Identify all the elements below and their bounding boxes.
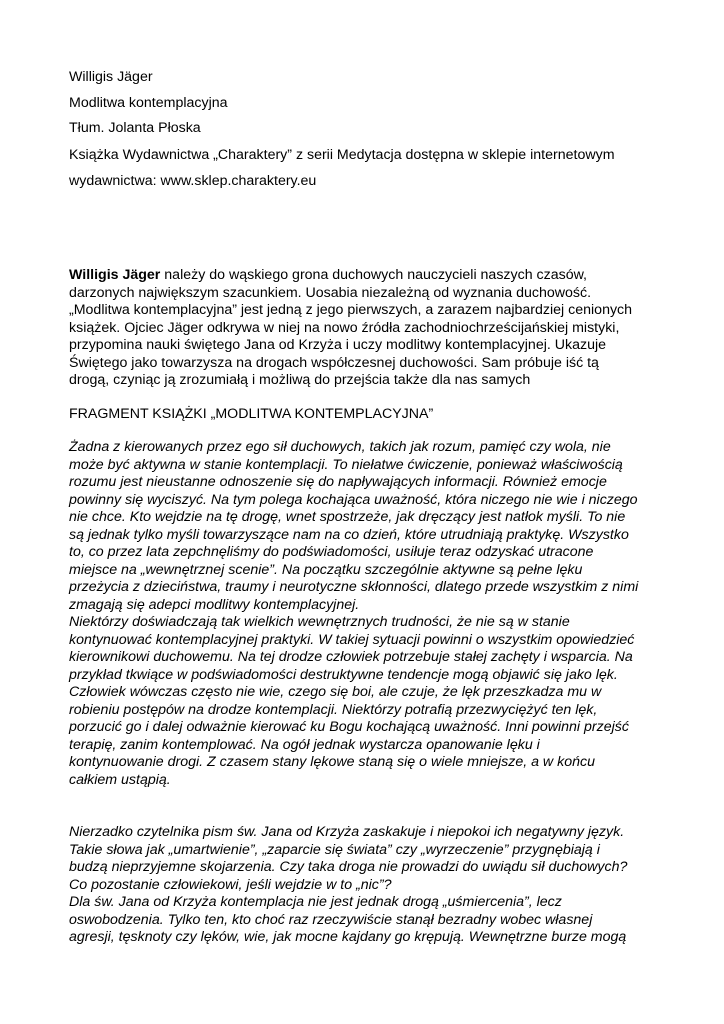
fragment-line: Żadna z kierowanych przez ego sił duchowych, takich jak rozum, pamięć czy wola, nie [69, 439, 611, 455]
fragment-paragraph-1 [69, 439, 669, 789]
intro-line: Świętego jako towarzysza na drogach współczesnej duchowości. Sam próbuje iść tą [69, 354, 599, 371]
author-line: Willigis Jäger [69, 69, 153, 85]
fragment-line: budzą nieprzyjemne skojarzenia. Czy taka droga nie prowadzi do uwiądu sił duchowych? [69, 859, 628, 875]
fragment-line: są jednak tylko myśli towarzyszące nam na co dzień, które utrudniają praktykę. Wszystko [69, 526, 629, 543]
fragment-line: terapię, zanim kontemplować. Na ogół jednak wystarcza opanowanie lęku i [69, 736, 540, 753]
fragment-line: kontynuowanie drogi. Z czasem stany lękowe staną się o wiele mniejsze, a w końcu [69, 754, 595, 770]
fragment-line: robieniu postępów na drodze kontemplacji. Niektórzy potrafią przezwyciężyć ten lęk, [69, 701, 598, 718]
fragment-line: Niektórzy doświadczają tak wielkich wewnętrznych trudności, że nie są w stanie [69, 614, 570, 630]
intro-line: darzonych największym szacunkiem. Uosabia niezależną od wyznania duchowość. [69, 284, 592, 301]
fragment-line: kontynuować kontemplacyjnej praktyki. W takiej sytuacji powinni o wszystkim opowiedzieć [69, 631, 635, 648]
fragment-line: może być aktywna w stanie kontemplacji. To niełatwe ćwiczenie, ponieważ właściwością [69, 456, 623, 473]
intro-first-line-text: należy do wąskiego grona duchowych nauczycieli naszych czasów, [160, 267, 587, 283]
fragment-heading: FRAGMENT KSIĄŻKI „MODLITWA KONTEMPLACYJNA” [69, 406, 434, 422]
intro-line: „Modlitwa kontemplacyjna” jest jedną z jego pierwszych, a zarazem najbardziej cenionych [69, 302, 633, 318]
intro-first-line [69, 267, 669, 285]
fragment-line: rozumu jest nieustanne odnoszenie się do napływających informacji. Również emocje [69, 474, 607, 490]
intro-paragraph [69, 267, 669, 390]
intro-author-name: Willigis Jäger [69, 267, 161, 283]
fragment-line: Człowiek wówczas często nie wie, czego się boi, ale czuje, że lęk przeszkadza mu w [69, 684, 602, 700]
fragment-line: Co pozostanie człowiekowi, jeśli wejdzie w to „nic”? [69, 876, 392, 893]
publisher-line: Książka Wydawnictwa „Charaktery” z serii Medytacja dostępna w sklepie internetowym [69, 147, 615, 163]
fragment-line: całkiem ustąpią. [69, 771, 171, 788]
fragment-line: to, co przez lata zepchnęliśmy do podświadomości, usiłuje teraz odzyskać utracone [69, 544, 594, 560]
fragment-line: przeżycia z dzieciństwa, traumy i neurotyczne skłonności, dlatego przede wszystkim z nimi [69, 579, 639, 595]
intro-line: przypomina nauki świętego Jana od Krzyża i uczy modlitwy kontemplacyjnej. Ukazuje [69, 337, 607, 353]
fragment-line: oswobodzenia. Tylko ten, kto choć raz rzeczywiście stanął bezradny wobec własnej [69, 911, 593, 928]
fragment-line: zmagają się adepci modlitwy kontemplacyjnej. [69, 596, 360, 613]
fragment-line: miejsce na „wewnętrznej scenie”. Na początku szczególnie aktywne są pełne lęku [69, 561, 583, 578]
publisher-url-line: wydawnictwa: www.sklep.charaktery.eu [69, 173, 317, 189]
intro-line: książek. Ojciec Jäger odkrywa w niej na nowo źródła zachodniochrześcijańskiej mistyki, [69, 319, 620, 336]
fragment-line: nie chce. Kto wejdzie na tę drogę, wnet spostrzeże, jak dręczący jest natłok myśli. To nie [69, 509, 626, 525]
fragment-line: Takie słowa jak „umartwienie”, „zaparcie się świata” czy „wyrzeczenie” przygnębiają i [69, 841, 600, 858]
intro-line: drogą, czyniąc ją zrozumiałą i możliwą do przejścia także dla nas samych [69, 372, 531, 388]
fragment-line: agresji, tęsknoty czy lęków, wie, jak mocne kajdany go krępują. Wewnętrzne burze mogą [69, 929, 627, 945]
fragment-line: przykład tkwiące w podświadomości destruktywne tendencje mogą objawić się jako lęk. [69, 666, 618, 683]
fragment-line: powinny się wyciszyć. Na tym polega kochająca uważność, która niczego nie wie i niczego [69, 491, 638, 508]
fragment-line: Nierzadko czytelnika pism św. Jana od Krzyża zaskakuje i niepokoi ich negatywny język. [69, 824, 625, 840]
fragment-line: kierownikowi duchowemu. Na tej drodze człowiek potrzebuje stałej zachęty i wsparcia. Na [69, 649, 633, 665]
fragment-line: Dla św. Jana od Krzyża kontemplacja nie jest jednak drogą „uśmiercenia”, lecz [69, 894, 562, 910]
fragment-line: porzucić go i dalej odważnie kierować ku Bogu kochającą uważność. Inni powinni przejść [69, 719, 629, 735]
fragment-paragraph-2 [69, 824, 669, 947]
translator-line: Tłum. Jolanta Płoska [69, 120, 201, 136]
book-title-line: Modlitwa kontemplacyjna [69, 95, 228, 111]
